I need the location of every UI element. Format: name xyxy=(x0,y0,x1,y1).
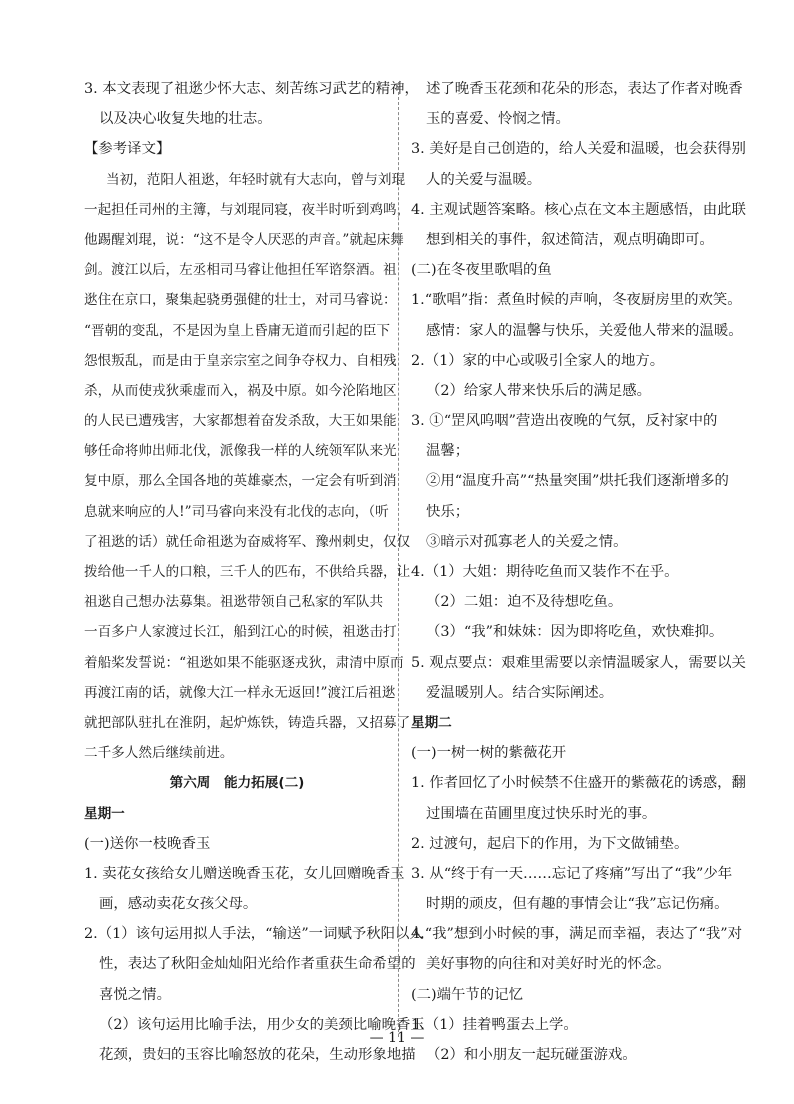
text-line: 述了晚香玉花颈和花朵的形态，表达了作者对晚香 xyxy=(426,81,743,97)
text-line: 怨恨叛乱，而是由于皇亲宗室之间争夺权力、自相残 xyxy=(84,352,397,369)
text-line: 杀，从而使戎狄乘虚而入，祸及中原。如今沦陷地区 xyxy=(84,382,397,399)
text-line: 温馨； xyxy=(426,443,470,460)
text-line: 花颈，贵妇的玉容比喻怒放的花朵，生动形象地描 xyxy=(99,1047,416,1063)
text-line: 他踢醒刘琨，说：“这不是令人厌恶的声音。”就起床舞 xyxy=(84,231,404,248)
text-line: 着船桨发誓说：“祖逖如果不能驱逐戎狄，肃清中原而 xyxy=(84,654,404,671)
text-line: （2）给家人带来快乐后的满足感。 xyxy=(426,382,652,399)
text-line: 快乐； xyxy=(426,503,470,520)
text-line: 想到相关的事件，叙述简洁，观点明确即可。 xyxy=(426,231,714,248)
text-line: 星期一 xyxy=(84,805,125,822)
text-line: 复中原，那么全国各地的英雄豪杰，一定会有听到消 xyxy=(84,473,397,490)
text-line: 4.“我”想到小时候的事，满足而幸福，表达了“我”对 xyxy=(411,926,742,943)
text-line: 拨给他一千人的口粮，三千人的匹布，不供给兵器，让 xyxy=(84,564,411,580)
text-line: （2）二姐：迫不及待想吃鱼。 xyxy=(426,594,623,611)
text-line: 过围墙在苗圃里度过快乐时光的事。 xyxy=(426,805,657,822)
text-line: 一起担任司州的主簿，与刘琨同寝，夜半时听到鸡鸣， xyxy=(84,201,411,218)
column-divider xyxy=(398,82,399,1037)
text-line: 玉的喜爱、怜悯之情。 xyxy=(426,111,570,128)
text-line: 1. 卖花女孩给女儿赠送晚香玉花，女儿回赠晚香玉 xyxy=(84,865,405,882)
text-line: (二)端午节的记忆 xyxy=(411,986,523,1003)
text-line: （2）该句运用比喻手法，用少女的美颈比喻晚香玉 xyxy=(99,1016,425,1033)
text-line: 3. 从“终于有一天……忘记了疼痛”写出了“我”少年 xyxy=(411,865,733,882)
text-line: (一)一树一树的紫薇花开 xyxy=(411,745,567,762)
page-number: — 11 — xyxy=(369,1030,425,1046)
text-line: 爱温暖别人。结合实际阐述。 xyxy=(426,684,614,701)
text-line: 4. 主观试题答案略。核心点在文本主题感悟，由此联 xyxy=(411,201,746,218)
text-line: 喜悦之情。 xyxy=(99,986,171,1003)
text-line: (一)送你一枝晚香玉 xyxy=(84,835,211,852)
text-line: 第六周 能力拓展(二) xyxy=(169,775,305,792)
text-line: 人的关爱与温暖。 xyxy=(426,171,542,188)
text-line: 再渡江南的话，就像大江一样永无返回!”渡江后祖逖 xyxy=(84,684,396,701)
text-line: 1. 作者回忆了小时候禁不住盛开的紫薇花的诱惑，翻 xyxy=(411,775,746,792)
text-line: 3. 美好是自己创造的，给人关爱和温暖，也会获得别 xyxy=(411,141,746,158)
right-column xyxy=(411,74,746,1070)
text-line: 5. 观点要点：艰难里需要以亲情温暖家人，需要以关 xyxy=(411,654,746,671)
text-line: 画，感动卖花女孩父母。 xyxy=(99,896,258,913)
text-line: 2. 过渡句，起启下的作用，为下文做铺垫。 xyxy=(411,835,689,852)
text-line: 一百多户人家渡过长江，船到江心的时候，祖逖击打 xyxy=(84,624,397,641)
text-line: 祖逖自己想办法募集。祖逖带领自己私家的军队共 xyxy=(84,594,384,611)
text-line: 3. ①“罡风呜咽”营造出夜晚的气氛，反衬家中的 xyxy=(411,413,718,430)
text-line: 2.（1）该句运用拟人手法，“输送”一词赋予秋阳以人 xyxy=(84,926,424,943)
text-line: (二)在冬夜里歌唱的鱼 xyxy=(411,262,552,279)
text-line: 2.（1）家的中心或吸引全家人的地方。 xyxy=(411,352,665,369)
text-line: 美好事物的向往和对美好时光的怀念。 xyxy=(426,956,671,973)
text-line: 性，表达了秋阳金灿灿阳光给作者重获生命希望的 xyxy=(99,956,416,973)
text-line: “晋朝的变乱，不是因为皇上昏庸无道而引起的臣下 xyxy=(84,322,391,339)
text-line: 星期二 xyxy=(411,714,452,731)
text-line: 感情：家人的温馨与快乐，关爱他人带来的温暖。 xyxy=(426,322,743,339)
text-line: ②用“温度升高”“热量突围”烘托我们逐渐增多的 xyxy=(426,473,729,490)
text-line: 【参考译文】 xyxy=(84,141,171,158)
text-line: 逖住在京口，聚集起骁勇强健的壮士，对司马睿说： xyxy=(84,292,397,309)
text-line: 以及决心收复失地的壮志。 xyxy=(99,111,272,128)
text-line: 4.（1）大姐：期待吃鱼而又装作不在乎。 xyxy=(411,564,679,580)
text-line: 的人民已遭残害，大家都想着奋发杀敌，大王如果能 xyxy=(84,413,397,430)
text-line: ③暗示对孤寡老人的关爱之情。 xyxy=(426,533,628,550)
text-line: （2）和小朋友一起玩碰蛋游戏。 xyxy=(426,1047,637,1063)
text-line: 够任命将帅出师北伐，派像我一样的人统领军队来光 xyxy=(84,443,397,460)
text-line: 时期的顽皮，但有趣的事情会让“我”忘记伤痛。 xyxy=(426,896,729,913)
text-line: 就把部队驻扎在淮阴，起炉炼铁，铸造兵器，又招募了 xyxy=(84,714,411,731)
text-line: 剑。渡江以后，左丞相司马睿让他担任军谘祭酒。祖 xyxy=(84,262,397,279)
text-line: （3）“我”和妹妹：因为即将吃鱼，欢快难抑。 xyxy=(426,624,724,641)
text-line: 3. 本文表现了祖逖少怀大志、刻苦练习武艺的精神， xyxy=(84,81,419,97)
text-line: 当初，范阳人祖逖，年轻时就有大志向，曾与刘琨 xyxy=(106,171,406,188)
text-line: 1.（1）挂着鸭蛋去上学。 xyxy=(411,1016,578,1033)
text-line: 1.“歌唱”指：煮鱼时候的声响，冬夜厨房里的欢笑。 xyxy=(411,292,742,309)
text-line: 二千多人然后继续前进。 xyxy=(84,745,234,762)
text-line: 了祖逖的话）就任命祖逖为奋威将军、豫州刺史，仅仅 xyxy=(84,533,411,550)
text-line: 息就来响应的人!”司马睿向来没有北伐的志向，（听 xyxy=(84,503,389,520)
